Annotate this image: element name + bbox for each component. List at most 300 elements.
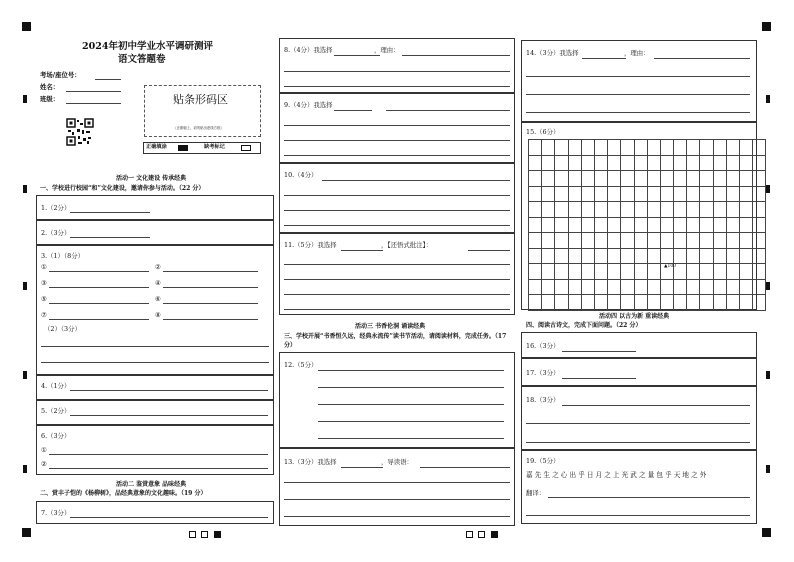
- class-field[interactable]: [66, 103, 121, 104]
- grid-cell[interactable]: [660, 155, 673, 171]
- q3-answer-8[interactable]: [163, 319, 258, 320]
- grid-cell[interactable]: [542, 155, 555, 171]
- grid-cell[interactable]: [753, 264, 766, 280]
- q18-answer-line[interactable]: [526, 442, 750, 443]
- grid-cell[interactable]: [753, 217, 766, 233]
- name-field[interactable]: [66, 91, 121, 92]
- grid-cell[interactable]: [753, 248, 766, 264]
- grid-cell[interactable]: [581, 233, 594, 249]
- grid-cell[interactable]: [529, 155, 542, 171]
- grid-cell[interactable]: [555, 140, 568, 156]
- grid-cell[interactable]: [555, 202, 568, 218]
- activity4-title: 活动四 以古为新 重读经典: [599, 313, 670, 320]
- grid-cell[interactable]: [581, 295, 594, 311]
- grid-cell[interactable]: [581, 279, 594, 295]
- page-mark: [214, 531, 221, 538]
- timing-mark: [23, 185, 27, 193]
- grid-cell[interactable]: [568, 279, 581, 295]
- q18-answer-line[interactable]: [526, 423, 750, 424]
- grid-cell[interactable]: [687, 171, 700, 187]
- grid-cell[interactable]: [687, 233, 700, 249]
- grid-cell[interactable]: [581, 140, 594, 156]
- q3-item-2: ②: [155, 263, 161, 271]
- q3-item-7: ⑦: [41, 311, 47, 319]
- grid-cell[interactable]: [700, 171, 713, 187]
- grid-cell[interactable]: [608, 264, 621, 280]
- grid-cell[interactable]: [621, 295, 634, 311]
- q5-label: 5.（2分）: [41, 407, 71, 415]
- grid-cell[interactable]: [713, 217, 726, 233]
- q2-label: 2.（3分）: [41, 229, 71, 237]
- grid-cell[interactable]: [594, 171, 607, 187]
- grid-cell[interactable]: [555, 217, 568, 233]
- grid-cell[interactable]: [647, 140, 660, 156]
- grid-cell[interactable]: [687, 155, 700, 171]
- grid-cell[interactable]: [674, 295, 687, 311]
- section4-title: 四、阅读古诗文，完成下面问题。（22 分）: [526, 322, 642, 329]
- q10-answer-line[interactable]: [284, 195, 510, 196]
- grid-cell[interactable]: [726, 140, 739, 156]
- grid-cell[interactable]: [674, 233, 687, 249]
- grid-cell[interactable]: [608, 233, 621, 249]
- grid-cell[interactable]: [647, 264, 660, 280]
- q18-answer-line[interactable]: [562, 405, 750, 406]
- q12-label: 12.（5分）: [284, 361, 318, 369]
- timing-mark: [766, 95, 770, 103]
- exam-subtitle: 语文答题卷: [118, 54, 166, 65]
- q8-choice-line[interactable]: [334, 55, 380, 56]
- grid-cell[interactable]: [568, 295, 581, 311]
- q11-answer-line[interactable]: [284, 279, 510, 280]
- grid-cell[interactable]: [568, 217, 581, 233]
- exam-title: 2024年初中学业水平调研测评: [82, 41, 213, 52]
- grid-cell[interactable]: [740, 279, 753, 295]
- grid-cell[interactable]: [713, 248, 726, 264]
- grid-cell[interactable]: [700, 186, 713, 202]
- grid-cell[interactable]: [594, 140, 607, 156]
- q6-item-1: ①: [41, 446, 47, 454]
- grid-cell[interactable]: [581, 186, 594, 202]
- grid-cell[interactable]: [687, 248, 700, 264]
- grid-cell[interactable]: [700, 155, 713, 171]
- grid-cell[interactable]: [634, 264, 647, 280]
- grid-cell[interactable]: [608, 186, 621, 202]
- q3-answer-5[interactable]: [49, 303, 149, 304]
- q14-choice-line[interactable]: [582, 58, 626, 59]
- q14-answer-line[interactable]: [526, 112, 750, 113]
- grid-cell[interactable]: [594, 202, 607, 218]
- q10-answer-line[interactable]: [322, 180, 510, 181]
- grid-cell[interactable]: [555, 186, 568, 202]
- grid-cell[interactable]: [726, 295, 739, 311]
- q13-label: 13.（3分）我选择: [284, 458, 337, 466]
- grid-cell[interactable]: [634, 186, 647, 202]
- grid-cell[interactable]: [568, 202, 581, 218]
- grid-cell[interactable]: [660, 279, 673, 295]
- grid-cell[interactable]: [634, 217, 647, 233]
- grid-cell[interactable]: [687, 217, 700, 233]
- grid-cell[interactable]: [740, 295, 753, 311]
- grid-cell[interactable]: [555, 171, 568, 187]
- grid-cell[interactable]: [529, 279, 542, 295]
- grid-cell[interactable]: [581, 217, 594, 233]
- grid-row: [529, 171, 766, 187]
- grid-cell[interactable]: [568, 171, 581, 187]
- grid-cell[interactable]: [700, 202, 713, 218]
- grid-cell[interactable]: [660, 186, 673, 202]
- q6-answer-1[interactable]: [49, 454, 268, 455]
- grid-cell[interactable]: [634, 295, 647, 311]
- grid-cell[interactable]: [634, 248, 647, 264]
- q13-answer-line[interactable]: [284, 482, 510, 483]
- barcode-label: 贴条形码区: [173, 93, 228, 106]
- grid-cell[interactable]: [581, 248, 594, 264]
- grid-cell[interactable]: [542, 264, 555, 280]
- timing-mark: [23, 282, 27, 290]
- grid-cell[interactable]: [687, 279, 700, 295]
- grid-cell[interactable]: [700, 217, 713, 233]
- grid-cell[interactable]: [555, 295, 568, 311]
- writing-grid[interactable]: [528, 139, 766, 311]
- q3b-answer-line[interactable]: [41, 346, 269, 347]
- grid-cell[interactable]: [713, 279, 726, 295]
- grid-cell[interactable]: [700, 248, 713, 264]
- q3-answer-7[interactable]: [49, 319, 149, 320]
- q12-answer-line[interactable]: [318, 404, 504, 405]
- grid-cell[interactable]: [700, 264, 713, 280]
- q11-answer-line[interactable]: [284, 309, 510, 310]
- grid-cell[interactable]: [700, 295, 713, 311]
- grid-cell[interactable]: [568, 155, 581, 171]
- grid-cell[interactable]: [660, 171, 673, 187]
- q12-answer-line[interactable]: [318, 387, 504, 388]
- q19-answer-line[interactable]: [526, 515, 750, 516]
- q4-answer-line[interactable]: [70, 390, 268, 391]
- grid-cell[interactable]: [568, 233, 581, 249]
- grid-cell[interactable]: [581, 171, 594, 187]
- grid-cell[interactable]: [753, 279, 766, 295]
- q11-label: 11.（5分）我选择: [284, 241, 337, 249]
- grid-cell[interactable]: [647, 217, 660, 233]
- grid-cell[interactable]: [529, 217, 542, 233]
- q12-answer-line[interactable]: [318, 370, 504, 371]
- absent-label: 缺考标记: [204, 144, 225, 150]
- grid-cell[interactable]: [608, 155, 621, 171]
- grid-cell[interactable]: [726, 155, 739, 171]
- grid-cell[interactable]: [687, 140, 700, 156]
- q12-answer-line[interactable]: [318, 438, 504, 439]
- grid-cell[interactable]: [634, 233, 647, 249]
- q8-reason-line[interactable]: [402, 55, 510, 56]
- q3b-answer-line[interactable]: [41, 362, 269, 363]
- grid-cell[interactable]: [594, 295, 607, 311]
- q1-answer-line[interactable]: [70, 212, 150, 213]
- q3-item-4: ④: [155, 279, 161, 287]
- grid-cell[interactable]: [713, 202, 726, 218]
- q11-annotation-line[interactable]: [468, 250, 510, 251]
- q9-label: 9.（4分）我选择: [284, 101, 333, 109]
- grid-cell[interactable]: [674, 202, 687, 218]
- grid-cell[interactable]: [753, 155, 766, 171]
- grid-cell[interactable]: [568, 264, 581, 280]
- grid-cell[interactable]: [594, 155, 607, 171]
- page-mark: [189, 531, 196, 538]
- timing-mark: [23, 465, 27, 473]
- grid-cell[interactable]: [621, 217, 634, 233]
- page-mark: [466, 531, 473, 538]
- activity1-title: 活动一 文化建设 传承经典: [116, 175, 187, 182]
- q13-guide-line[interactable]: [420, 467, 510, 468]
- grid-cell[interactable]: [740, 186, 753, 202]
- grid-cell[interactable]: [740, 171, 753, 187]
- grid-cell[interactable]: [713, 264, 726, 280]
- grid-cell[interactable]: [555, 155, 568, 171]
- q14-answer-line[interactable]: [526, 94, 750, 95]
- grid-cell[interactable]: [726, 217, 739, 233]
- grid-cell[interactable]: [713, 155, 726, 171]
- grid-cell[interactable]: [660, 202, 673, 218]
- q13-answer-line[interactable]: [284, 499, 510, 500]
- grid-cell[interactable]: [674, 217, 687, 233]
- grid-cell[interactable]: [713, 186, 726, 202]
- grid-cell[interactable]: [674, 186, 687, 202]
- grid-cell[interactable]: [726, 279, 739, 295]
- grid-cell[interactable]: [608, 295, 621, 311]
- grid-cell[interactable]: [713, 171, 726, 187]
- grid-cell[interactable]: [740, 217, 753, 233]
- grid-cell[interactable]: [726, 171, 739, 187]
- q19-label: 19.（5分）: [526, 457, 560, 465]
- grid-cell[interactable]: [660, 217, 673, 233]
- grid-cell[interactable]: [713, 140, 726, 156]
- grid-cell[interactable]: [700, 140, 713, 156]
- grid-cell[interactable]: [581, 264, 594, 280]
- grid-cell[interactable]: [740, 233, 753, 249]
- q5-box: [36, 400, 274, 425]
- q2-answer-line[interactable]: [70, 237, 150, 238]
- grid-cell[interactable]: [647, 202, 660, 218]
- grid-cell[interactable]: [700, 279, 713, 295]
- grid-cell[interactable]: [529, 186, 542, 202]
- grid-cell[interactable]: [594, 186, 607, 202]
- grid-cell[interactable]: [608, 171, 621, 187]
- grid-cell[interactable]: [555, 264, 568, 280]
- grid-cell[interactable]: [621, 264, 634, 280]
- grid-cell[interactable]: [608, 202, 621, 218]
- grid-cell[interactable]: [753, 233, 766, 249]
- q14-reason-line[interactable]: [654, 58, 750, 59]
- grid-cell[interactable]: [674, 140, 687, 156]
- grid-cell[interactable]: [529, 233, 542, 249]
- grid-cell[interactable]: [687, 202, 700, 218]
- q9-answer-line[interactable]: [284, 140, 510, 141]
- grid-cell[interactable]: [542, 140, 555, 156]
- grid-cell[interactable]: [726, 202, 739, 218]
- absent-checkbox[interactable]: [241, 145, 251, 151]
- q8-answer-line[interactable]: [284, 86, 510, 87]
- q3-item-5: ⑤: [41, 295, 47, 303]
- q8-reason-label: ，理由：: [374, 46, 400, 54]
- grid-cell[interactable]: [621, 186, 634, 202]
- grid-cell[interactable]: [634, 202, 647, 218]
- corner-mark: [762, 528, 771, 537]
- q10-answer-line[interactable]: [284, 225, 510, 226]
- grid-cell[interactable]: [674, 248, 687, 264]
- grid-cell[interactable]: [634, 140, 647, 156]
- grid-cell[interactable]: [594, 217, 607, 233]
- grid-cell[interactable]: [713, 295, 726, 311]
- grid-cell[interactable]: [608, 279, 621, 295]
- grid-cell[interactable]: [621, 155, 634, 171]
- grid-cell[interactable]: [529, 171, 542, 187]
- grid-cell[interactable]: [647, 186, 660, 202]
- grid-cell[interactable]: [529, 248, 542, 264]
- grid-cell[interactable]: [713, 233, 726, 249]
- grid-cell[interactable]: [674, 279, 687, 295]
- q3-answer-6[interactable]: [163, 303, 258, 304]
- grid-cell[interactable]: [542, 248, 555, 264]
- grid-cell[interactable]: [542, 233, 555, 249]
- grid-cell[interactable]: [660, 140, 673, 156]
- grid-cell[interactable]: [660, 233, 673, 249]
- grid-cell[interactable]: [753, 140, 766, 156]
- grid-cell[interactable]: [608, 217, 621, 233]
- grid-cell[interactable]: [687, 264, 700, 280]
- q16-answer-line[interactable]: [562, 351, 636, 352]
- grid-cell[interactable]: [542, 186, 555, 202]
- grid-cell[interactable]: [542, 279, 555, 295]
- grid-cell[interactable]: [581, 202, 594, 218]
- grid-row: [529, 140, 766, 156]
- grid-cell[interactable]: [568, 248, 581, 264]
- grid-row: [529, 248, 766, 264]
- q5-answer-line[interactable]: [70, 415, 268, 416]
- grid-cell[interactable]: [660, 295, 673, 311]
- grid-cell[interactable]: [674, 171, 687, 187]
- grid-cell[interactable]: [726, 248, 739, 264]
- grid-cell[interactable]: [608, 248, 621, 264]
- grid-cell[interactable]: [647, 155, 660, 171]
- q19-answer-line[interactable]: [548, 497, 750, 498]
- grid-cell[interactable]: [687, 186, 700, 202]
- grid-cell[interactable]: [542, 202, 555, 218]
- grid-cell[interactable]: [621, 248, 634, 264]
- grid-cell[interactable]: [621, 140, 634, 156]
- grid-cell[interactable]: [740, 202, 753, 218]
- grid-cell[interactable]: [740, 248, 753, 264]
- grid-cell[interactable]: [753, 202, 766, 218]
- grid-cell[interactable]: [740, 264, 753, 280]
- grid-cell[interactable]: [542, 295, 555, 311]
- grid-cell[interactable]: [647, 279, 660, 295]
- grid-cell[interactable]: [594, 248, 607, 264]
- q11-choice-line[interactable]: [341, 250, 383, 251]
- grid-cell[interactable]: [621, 279, 634, 295]
- grid-cell[interactable]: [647, 248, 660, 264]
- grid-cell[interactable]: [740, 140, 753, 156]
- grid-cell[interactable]: [753, 295, 766, 311]
- grid-cell[interactable]: [726, 233, 739, 249]
- grid-cell[interactable]: [568, 186, 581, 202]
- grid-cell[interactable]: [555, 248, 568, 264]
- grid-cell[interactable]: [621, 171, 634, 187]
- q17-label: 17.（3分）: [526, 369, 560, 377]
- q13-answer-line[interactable]: [284, 516, 510, 517]
- grid-cell[interactable]: [568, 140, 581, 156]
- q19-passage: 嘉 先 生 之 心 出 乎 日 月 之 上 光 武 之 量 包 乎 天 地 之 外: [526, 471, 707, 479]
- grid-cell[interactable]: [753, 186, 766, 202]
- grid-cell[interactable]: [674, 155, 687, 171]
- grid-cell[interactable]: [647, 233, 660, 249]
- grid-cell[interactable]: [753, 171, 766, 187]
- grid-cell[interactable]: [726, 264, 739, 280]
- grid-cell[interactable]: [700, 233, 713, 249]
- q3-answer-3[interactable]: [49, 287, 149, 288]
- grid-cell[interactable]: [621, 233, 634, 249]
- q9-answer-line[interactable]: [284, 155, 510, 156]
- seat-field[interactable]: [95, 79, 121, 80]
- q13-choice-line[interactable]: [341, 467, 383, 468]
- q8-answer-line[interactable]: [284, 71, 510, 72]
- q3-answer-4[interactable]: [163, 287, 258, 288]
- grid-cell[interactable]: [634, 155, 647, 171]
- grid-cell[interactable]: [529, 202, 542, 218]
- q9-answer-line[interactable]: [284, 125, 510, 126]
- q14-label: 14.（3分）我选择: [526, 49, 579, 57]
- q9-choice-line[interactable]: [334, 110, 372, 111]
- grid-cell[interactable]: [529, 264, 542, 280]
- q1-label: 1.（2分）: [41, 204, 71, 212]
- grid-cell[interactable]: [647, 295, 660, 311]
- q9-answer-line[interactable]: [386, 110, 510, 111]
- grid-cell[interactable]: [581, 155, 594, 171]
- grid-cell[interactable]: [542, 217, 555, 233]
- grid-cell[interactable]: [529, 140, 542, 156]
- grid-cell[interactable]: [555, 279, 568, 295]
- grid-cell[interactable]: [529, 295, 542, 311]
- q3-label: 3.（1）（8分）: [41, 252, 84, 260]
- q11-answer-line[interactable]: [284, 294, 510, 295]
- grid-cell[interactable]: [594, 233, 607, 249]
- activity2-title: 活动二 鉴赏意象 品味经典: [116, 481, 187, 488]
- q7-answer-line[interactable]: [70, 517, 268, 518]
- q12-answer-line[interactable]: [318, 421, 504, 422]
- q17-answer-line[interactable]: [562, 378, 636, 379]
- grid-cell[interactable]: [621, 202, 634, 218]
- grid-cell[interactable]: [594, 264, 607, 280]
- grid-cell[interactable]: [594, 279, 607, 295]
- q3-answer-2[interactable]: [163, 271, 258, 272]
- q11-answer-line[interactable]: [284, 264, 510, 265]
- q3b-label: （2）（3分）: [44, 325, 81, 333]
- q14-answer-line[interactable]: [526, 76, 750, 77]
- grid-cell[interactable]: [542, 171, 555, 187]
- grid-row: [529, 186, 766, 202]
- q3-answer-1[interactable]: [49, 271, 149, 272]
- q6-answer-2[interactable]: [49, 468, 268, 469]
- grid-cell[interactable]: [726, 186, 739, 202]
- grid-cell[interactable]: [740, 155, 753, 171]
- grid-cell[interactable]: [634, 279, 647, 295]
- grid-cell[interactable]: [634, 171, 647, 187]
- q10-label: 10.（4分）: [284, 171, 318, 179]
- grid-cell[interactable]: [660, 248, 673, 264]
- q10-answer-line[interactable]: [284, 210, 510, 211]
- grid-cell[interactable]: [608, 140, 621, 156]
- grid-cell[interactable]: [555, 233, 568, 249]
- grid-cell[interactable]: [687, 295, 700, 311]
- grid-cell[interactable]: [647, 171, 660, 187]
